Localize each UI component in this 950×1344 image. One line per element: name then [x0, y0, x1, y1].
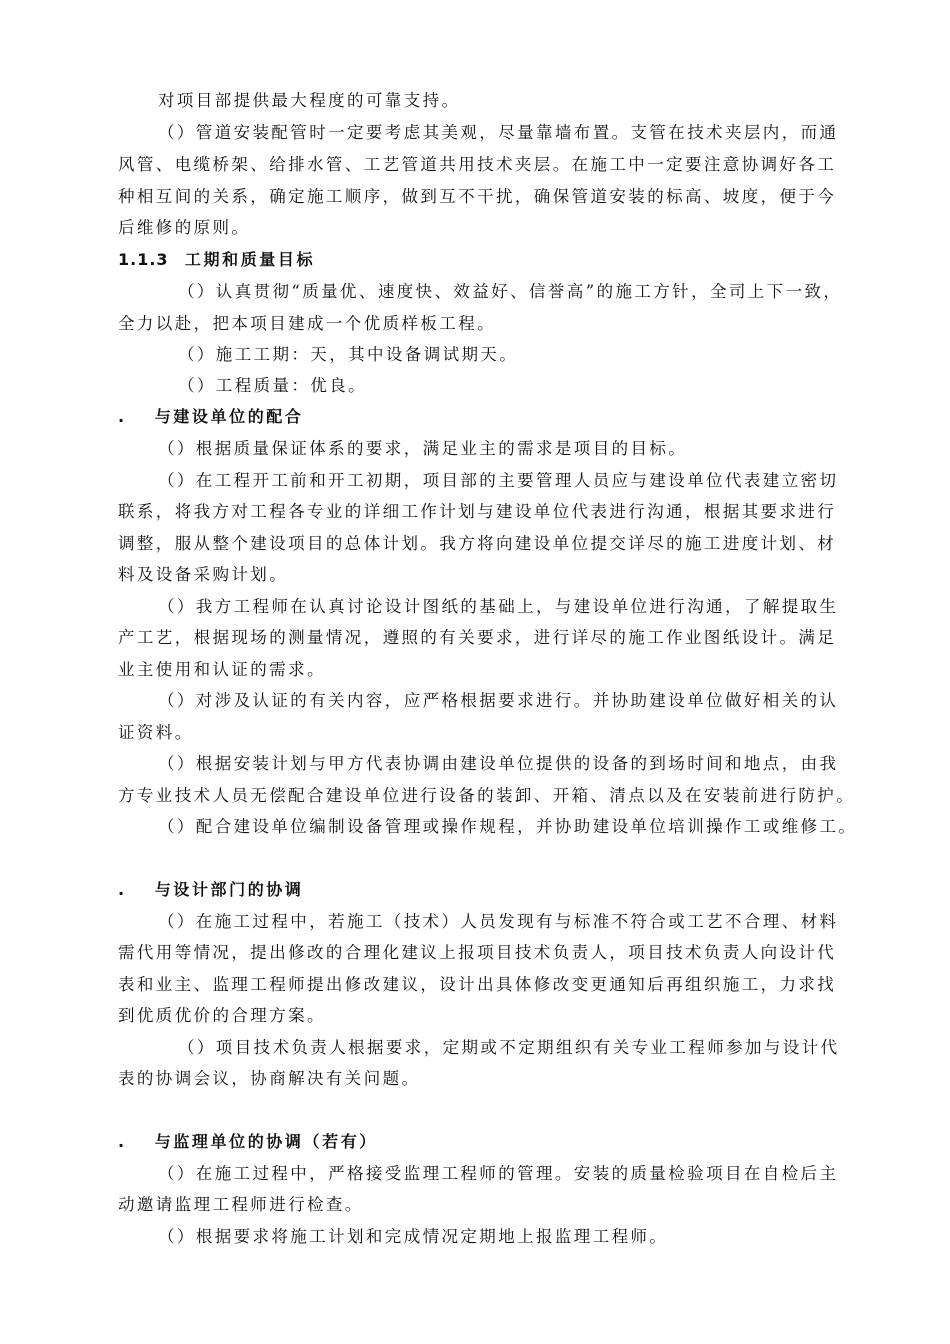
text-line: 业主使用和认证的需求。 [118, 660, 326, 679]
section-heading [118, 1131, 378, 1153]
heading-number: . [118, 1132, 127, 1151]
section-heading [118, 406, 304, 428]
text-line: （）管道安装配管时一定要考虑其美观，尽量靠墙布置。支管在技术夹层内，而通 [158, 123, 839, 142]
text-line: 表的协调会议，协商解决有关问题。 [118, 1069, 421, 1088]
text-line: 对项目部提供最大程度的可靠支持。 [158, 91, 461, 110]
heading-number: 1.1.3 [118, 250, 169, 269]
text-line: （）施工工期：天，其中设备调试期天。 [178, 345, 519, 364]
text-line: 需代用等情况，提出修改的合理化建议上报项目技术负责人，项目技术负责人向设计代 [118, 943, 837, 962]
section-heading [118, 879, 304, 901]
text-line: （）项目技术负责人根据要求，定期或不定期组织有关专业工程师参加与设计代 [178, 1038, 840, 1057]
text-line: （）配合建设单位编制设备管理或操作规程，并协助建设单位培训操作工或维修工。 [158, 817, 858, 836]
text-line: （）根据要求将施工计划和完成情况定期地上报监理工程师。 [158, 1227, 669, 1246]
text-line: 种相互间的关系，确定施工顺序，做到互不干扰，确保管道安装的标高、坡度，便于今 [118, 187, 837, 206]
text-line: （）工程质量：优良。 [178, 376, 367, 395]
text-line: 调整，服从整个建设项目的总体计划。我方将向建设单位提交详尽的施工进度计划、材 [118, 534, 837, 553]
text-line: 到优质优价的合理方案。 [118, 1006, 326, 1025]
text-line: （）我方工程师在认真讨论设计图纸的基础上，与建设单位进行沟通，了解提取生 [158, 597, 839, 616]
text-line: 料及设备采购计划。 [118, 565, 289, 584]
text-line: 全力以赴，把本项目建成一个优质样板工程。 [118, 314, 496, 333]
heading-text: 与建设单位的配合 [154, 407, 304, 426]
text-line: 动邀请监理工程师进行检查。 [118, 1195, 364, 1214]
text-line: （）根据质量保证体系的要求，满足业主的需求是项目的目标。 [158, 439, 688, 458]
heading-number: . [118, 880, 127, 899]
text-line: 证资料。 [118, 723, 194, 742]
text-line: 方专业技术人员无偿配合建设单位进行设备的装卸、开箱、清点以及在安装前进行防护。 [118, 786, 856, 805]
text-line: （）对涉及认证的有关内容，应严格根据要求进行。并协助建设单位做好相关的认 [158, 691, 839, 710]
text-line: （）在施工过程中，若施工（技术）人员发现有与标准不符合或工艺不合理、材料 [158, 912, 839, 931]
text-line: （）在施工过程中，严格接受监理工程师的管理。安装的质量检验项目在自检后主 [158, 1164, 839, 1183]
section-heading [118, 249, 315, 271]
text-line: （）根据安装计划与甲方代表协调由建设单位提供的设备的到场时间和地点，由我 [158, 754, 839, 773]
text-line: （）认真贯彻“质量优、速度快、效益好、信誉高”的施工方针，全司上下一致， [178, 282, 843, 301]
heading-number: . [118, 407, 127, 426]
text-line: 产工艺，根据现场的测量情况，遵照的有关要求，进行详尽的施工作业图纸设计。满足 [118, 628, 837, 647]
text-line: 表和业主、监理工程师提出修改建议，设计出具体修改变更通知后再组织施工，力求找 [118, 975, 837, 994]
heading-text: 与监理单位的协调（若有） [154, 1132, 378, 1151]
text-line: 风管、电缆桥架、给排水管、工艺管道共用技术夹层。在施工中一定要注意协调好各工 [118, 155, 837, 174]
text-line: 联系，将我方对工程各专业的详细工作计划与建设单位代表进行沟通，根据其要求进行 [118, 502, 837, 521]
text-line: 后维修的原则。 [118, 218, 251, 237]
heading-text: 与设计部门的协调 [154, 880, 304, 899]
text-line: （）在工程开工前和开工初期，项目部的主要管理人员应与建设单位代表建立密切 [158, 471, 839, 490]
heading-text: 工期和质量目标 [184, 250, 316, 269]
